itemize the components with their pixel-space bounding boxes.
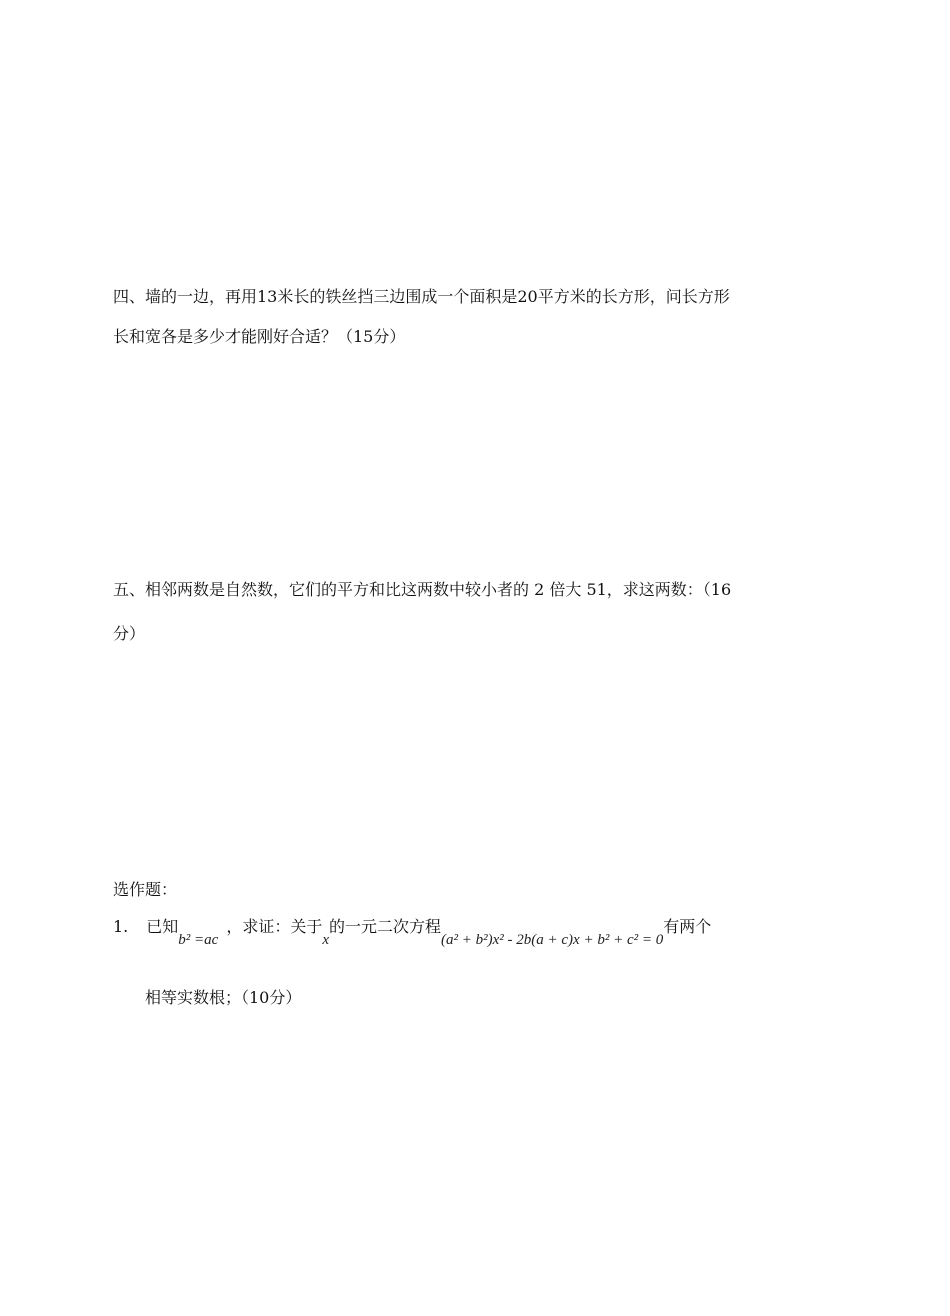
problem-5-line-2: 分） (113, 624, 146, 643)
item-number: 1. (113, 917, 129, 936)
optional-heading: 选作题： (113, 880, 178, 899)
item-text-given: 已知 (146, 917, 179, 936)
quadratic-equation-formula: (a² + b²)x² - 2b(a + c)x + b² + c² = 0 (441, 932, 664, 948)
problem-4-line-2: 长和宽各是多少才能刚好合适？（15分） (113, 327, 406, 346)
optional-item-1-line-1 (113, 917, 712, 948)
given-condition-formula: b² =ac (178, 932, 219, 948)
problem-4-line-1: 四、墙的一边，再用13米长的铁丝挡三边围成一个面积是20平方米的长方形，问长方形 (113, 287, 730, 306)
item-text-has-two: 有两个 (663, 917, 712, 936)
item-text-equation-intro: 的一元二次方程 (329, 917, 442, 936)
optional-item-1-line-2: 相等实数根；（10分） (145, 988, 302, 1007)
problem-5-line-1: 五、相邻两数是自然数，它们的平方和比这两数中较小者的 2 倍大 51，求这两数：（16 (113, 580, 732, 599)
variable-x: x (322, 932, 329, 948)
item-text-prove: ，求证：关于 (226, 917, 323, 936)
